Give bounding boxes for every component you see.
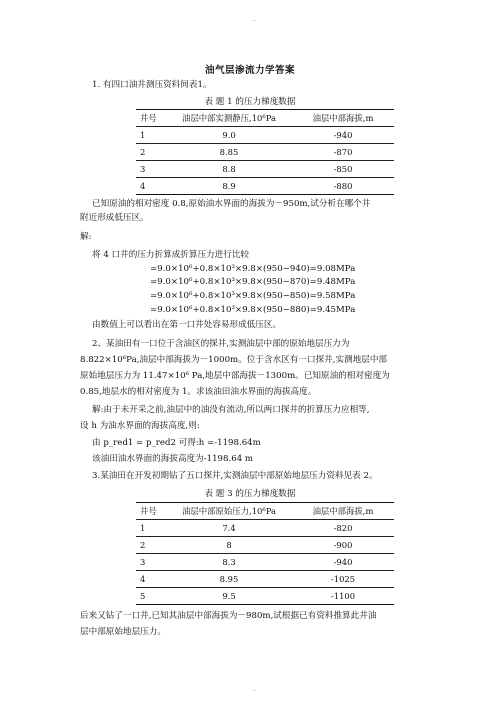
table-cell: -870 [292,144,394,161]
q3-after-line-2: 层中部原始地层压力。 [80,627,166,637]
table-cell: -940 [292,554,394,571]
q1-after-line-1: 已知原油的相对密度 0.8,原始油水界面的海拔为－950m,试分析在哪个井 [92,199,371,209]
table-cell: -880 [292,178,394,195]
formula-line: =9.0×10⁶+0.8×10³×9.8×(950−870)=9.48MPa [150,277,356,287]
formula-line: =9.0×10⁶+0.8×10³×9.8×(950−850)=9.58MPa [150,291,356,301]
table-cell: 8.9 [166,178,292,195]
table-cell: 8.95 [166,571,292,588]
table-1-header-row [136,110,394,127]
bottom-dot: . [253,684,256,693]
table-2-header-row [136,503,394,520]
table-cell: 1 [136,127,166,144]
q2-line-5: 解:由于未开采之前,油层中的油没有流动,所以两口探井的折算压力应相等, [92,405,370,415]
table-cell: -850 [292,161,394,178]
q3-after-line-1: 后来又钻了一口井,已知其油层中部海拔为－980m,试根据已有资料推算此井油 [80,611,377,621]
q1-solution-line-1: 将 4 口井的压力折算成折算压力进行比较 [92,250,250,260]
table-row [136,127,394,144]
table-row [136,161,394,178]
table-row [136,588,394,605]
q2-line-1: 2、某油田有一口位于含油区的探井,实测油层中部的原始地层压力为 [92,339,350,349]
table2-caption: 表 题 3 的压力梯度数据 [204,489,296,499]
table-2-header-pressure: 油层中部原始压力,10⁶Pa [166,503,292,520]
formula-line: =9.0×10⁶+0.8×10³×9.8×(950−880)=9.45MPa [150,305,356,315]
table-cell: 8.85 [166,144,292,161]
table-cell: 5 [136,588,166,605]
page-title: 油气层渗流力学答案 [204,65,295,76]
table-cell: 2 [136,144,166,161]
table-row [136,520,394,537]
q2-line-2: 8.822×10⁶Pa,油层中部海拔为－1000m。位于含水区有一口探井,实测地层中部 [80,355,388,365]
table-row [136,144,394,161]
table-cell: 9.0 [166,127,292,144]
q2-line-4: 0.85,地层水的相对密度为 1。求该油田油水界面的海拔高度。 [80,387,317,397]
q2-line-6: 设 h 为油水界面的海拔高度,则: [80,421,200,431]
table-1-header-pressure: 油层中部实测静压,10⁶Pa [166,110,292,127]
q1-after-line-2: 附近形成低压区。 [80,213,149,223]
table-row [136,178,394,195]
table-cell: 3 [136,161,166,178]
table-row [136,571,394,588]
table-cell: -900 [292,537,394,554]
top-dot: . [253,14,256,23]
table-cell: 4 [136,178,166,195]
q1-intro: 1. 有四口油井测压资料间表1。 [92,80,212,90]
table-2-header-well: 井号 [136,503,166,520]
table-cell: -820 [292,520,394,537]
q3-intro: 3.某油田在开发初期钻了五口探井,实测油层中部原始地层压力资料见表 2。 [92,471,378,481]
table-cell: 7.4 [166,520,292,537]
table-cell: -1100 [292,588,394,605]
table-2-header-elevation: 油层中部海拔,m [292,503,394,520]
formula-line: =9.0×10⁶+0.8×10³×9.8×(950−940)=9.08MPa [150,264,356,274]
table-cell: -940 [292,127,394,144]
q1-solution-label: 解: [80,232,92,242]
table1-caption: 表 题 1 的压力梯度数据 [204,97,296,107]
table-cell: 8 [166,537,292,554]
q2-line-3: 原始地层压力为 11.47×10⁶ Pa,地层中部海拔－1300m。已知原油的相对密度为 [80,371,390,381]
q2-line-7: 由 p_red1 = p_red2 可得:h =-1198.64m [92,438,261,448]
table-cell: 1 [136,520,166,537]
table-cell: 9.5 [166,588,292,605]
table-cell: 3 [136,554,166,571]
table-row [136,554,394,571]
table-cell: 8.8 [166,161,292,178]
table-cell: 8.3 [166,554,292,571]
table-cell: -1025 [292,571,394,588]
table-cell: 4 [136,571,166,588]
q2-line-8: 该油田油水界面的海拔高度为-1198.64 m [92,454,254,464]
table-row [136,537,394,554]
table-cell: 2 [136,537,166,554]
table-2 [136,502,394,605]
table-1-header-elevation: 油层中部海拔,m [292,110,394,127]
table-1-header-well: 井号 [136,110,166,127]
q1-conclusion: 由数值上可以看出在第一口井处容易形成低压区。 [92,320,282,330]
table-1 [136,109,394,195]
